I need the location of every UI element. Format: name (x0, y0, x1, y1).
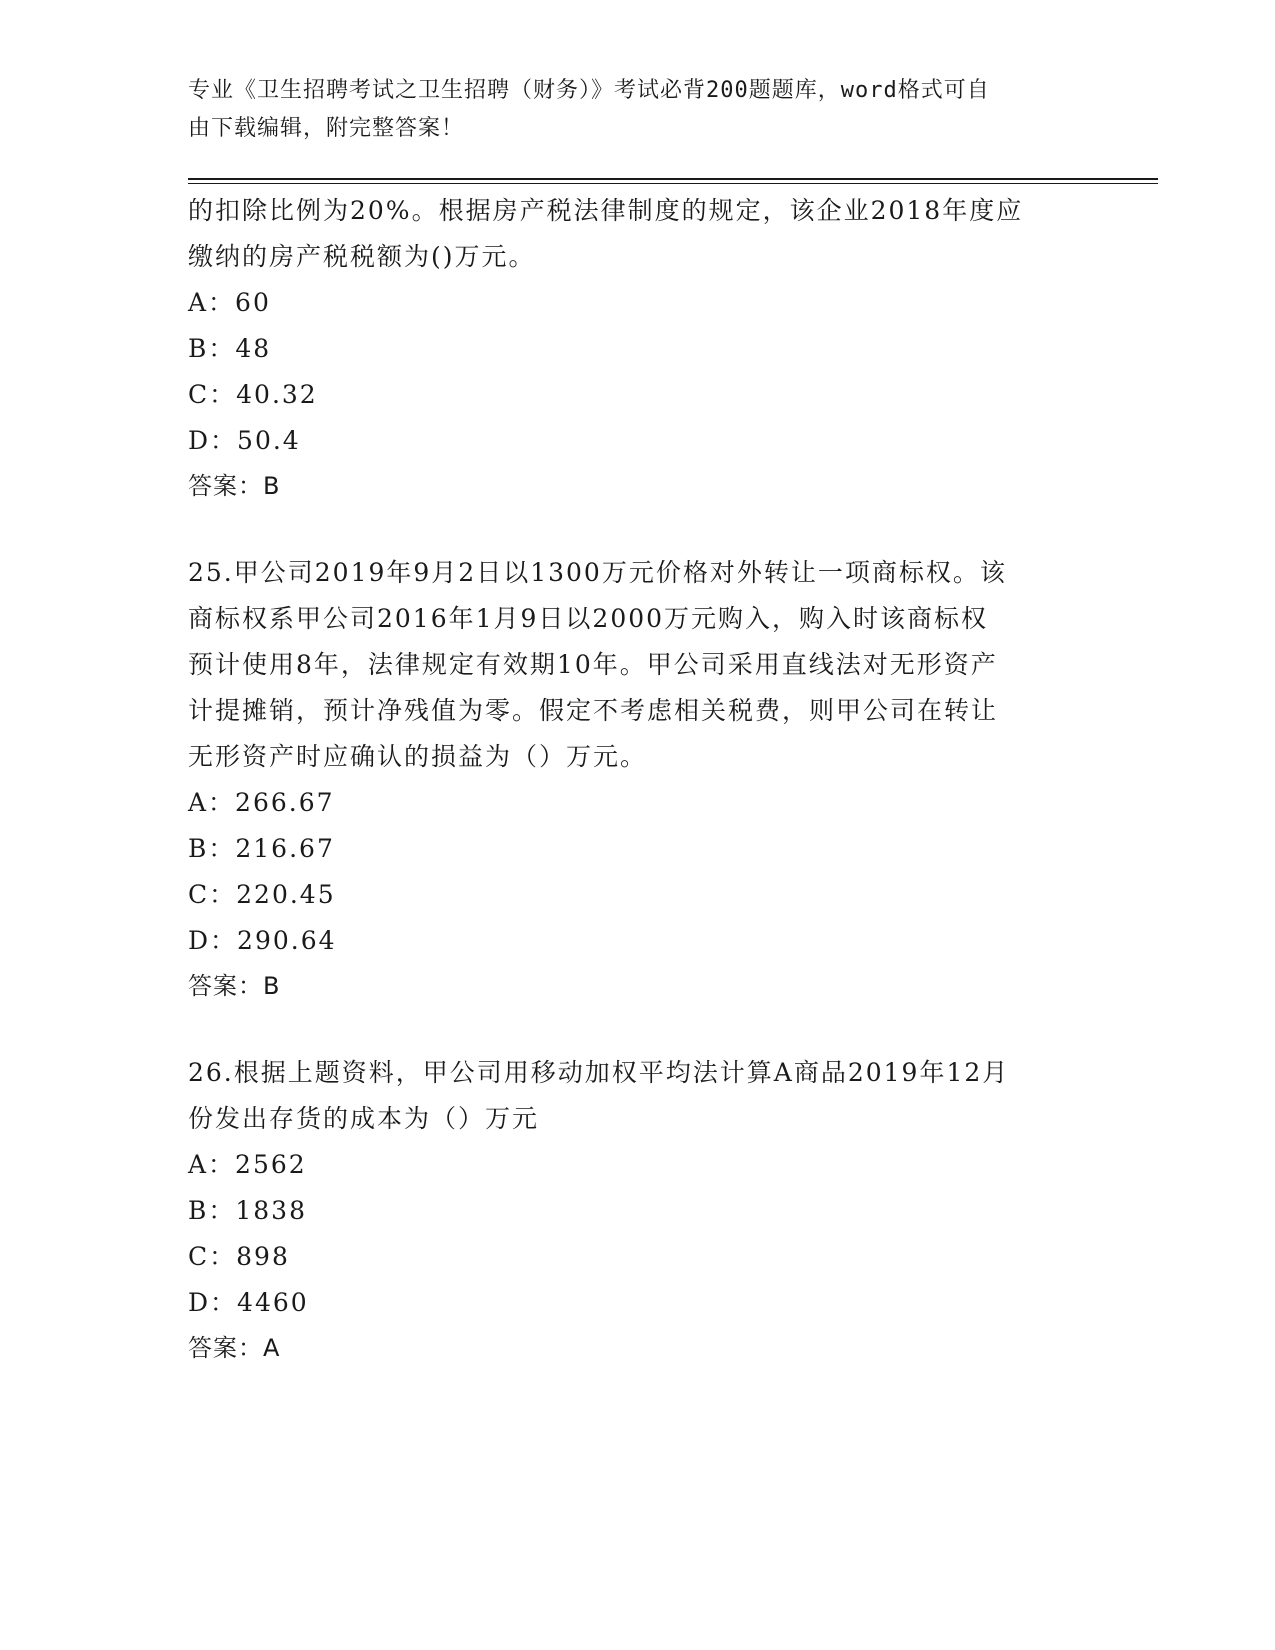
option-a: A：60 (188, 288, 271, 317)
question-stem-line: 商标权系甲公司2016年1月9日以2000万元购入，购入时该商标权 (188, 604, 989, 633)
answer-line: 答案：B (188, 472, 281, 500)
question-block (188, 188, 1088, 508)
answer-line: 答案：B (188, 972, 281, 1000)
question-block (188, 550, 1088, 1008)
question-block (188, 1050, 1088, 1370)
spacer (188, 1008, 1088, 1050)
option-c: C：40.32 (188, 380, 318, 409)
question-stem-line: 无形资产时应确认的损益为（）万元。 (188, 742, 648, 771)
option-b: B：48 (188, 334, 272, 363)
question-stem-line: 25.甲公司2019年9月2日以1300万元价格对外转让一项商标权。该 (188, 558, 1007, 587)
question-stem-line: 预计使用8年，法律规定有效期10年。甲公司采用直线法对无形资产 (188, 650, 998, 679)
option-a: A：266.67 (188, 788, 335, 817)
question-list (188, 188, 1088, 1370)
option-d: D：4460 (188, 1288, 309, 1317)
question-stem-line: 缴纳的房产税税额为()万元。 (188, 242, 536, 271)
question-stem-line: 计提摊销，预计净残值为零。假定不考虑相关税费，则甲公司在转让 (188, 696, 999, 725)
question-stem-line: 26.根据上题资料，甲公司用移动加权平均法计算A商品2019年12月 (188, 1058, 1010, 1087)
header-divider-thin (188, 183, 1158, 184)
answer-line: 答案：A (188, 1334, 281, 1362)
option-c: C：898 (188, 1242, 290, 1271)
header-line-1: 专业《卫生招聘考试之卫生招聘（财务）》考试必背200题题库，word格式可自 (188, 78, 990, 103)
option-b: B：1838 (188, 1196, 307, 1225)
option-d: D：50.4 (188, 426, 301, 455)
header-line-2: 由下载编辑，附完整答案！ (188, 116, 465, 141)
question-stem-line: 的扣除比例为20%。根据房产税法律制度的规定，该企业2018年度应 (188, 196, 1024, 225)
spacer (188, 508, 1088, 550)
option-a: A：2562 (188, 1150, 307, 1179)
document-header (188, 72, 1088, 148)
question-stem-line: 份发出存货的成本为（）万元 (188, 1104, 540, 1133)
option-d: D：290.64 (188, 926, 337, 955)
header-divider-thick (188, 178, 1158, 180)
option-c: C：220.45 (188, 880, 336, 909)
option-b: B：216.67 (188, 834, 335, 863)
